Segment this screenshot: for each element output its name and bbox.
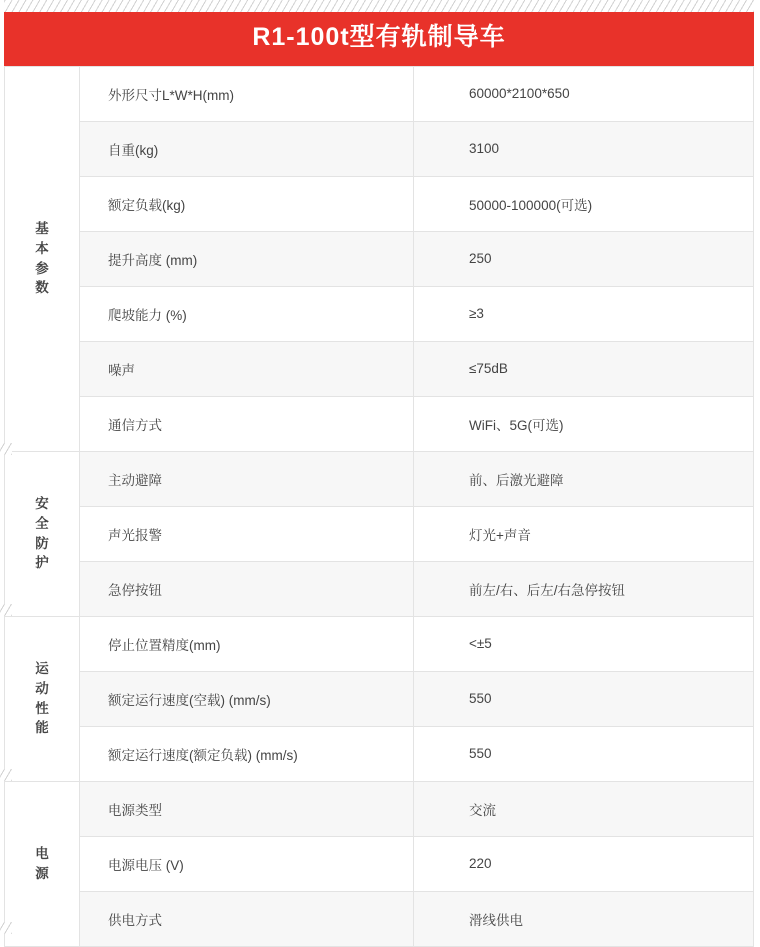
param-name: 停止位置精度(mm) (80, 616, 414, 671)
param-name: 通信方式 (80, 396, 414, 451)
param-value: 220 (414, 836, 754, 891)
table-row (5, 506, 754, 561)
param-name: 电源类型 (80, 781, 414, 836)
param-value: 前、后激光避障 (414, 451, 754, 506)
spec-table-body (5, 66, 754, 946)
param-value: 交流 (414, 781, 754, 836)
table-row (5, 671, 754, 726)
param-value: 250 (414, 231, 754, 286)
top-hatch-decoration (4, 0, 754, 12)
param-value: 滑线供电 (414, 891, 754, 946)
table-row (5, 781, 754, 836)
table-row (5, 66, 754, 121)
param-value: 3100 (414, 121, 754, 176)
param-name: 额定运行速度(额定负载) (mm/s) (80, 726, 414, 781)
param-value: 550 (414, 671, 754, 726)
group-divider-notch (0, 922, 12, 934)
group-label-text: 运动性能 (35, 661, 49, 736)
param-value: ≥3 (414, 286, 754, 341)
table-row (5, 396, 754, 451)
table-row (5, 341, 754, 396)
table-row (5, 176, 754, 231)
group-label-basic (5, 66, 80, 451)
group-label-text: 基本参数 (35, 221, 49, 296)
param-name: 供电方式 (80, 891, 414, 946)
table-row (5, 451, 754, 506)
param-value: 550 (414, 726, 754, 781)
group-divider-notch (0, 604, 12, 616)
param-name: 额定运行速度(空载) (mm/s) (80, 671, 414, 726)
param-name: 自重(kg) (80, 121, 414, 176)
group-divider-notch (0, 443, 12, 455)
param-name: 外形尺寸L*W*H(mm) (80, 66, 414, 121)
group-label-text: 电源 (35, 845, 49, 881)
param-value: 前左/右、后左/右急停按钮 (414, 561, 754, 616)
param-name: 主动避障 (80, 451, 414, 506)
table-row (5, 836, 754, 891)
param-value: 灯光+声音 (414, 506, 754, 561)
param-value: 50000-100000(可选) (414, 176, 754, 231)
table-row (5, 121, 754, 176)
param-value: <±5 (414, 616, 754, 671)
group-label-text: 安全防护 (35, 496, 49, 571)
table-row (5, 286, 754, 341)
group-label-safety (5, 451, 80, 616)
table-row (5, 231, 754, 286)
table-row (5, 561, 754, 616)
param-value: 60000*2100*650 (414, 66, 754, 121)
param-name: 急停按钮 (80, 561, 414, 616)
param-value: WiFi、5G(可选) (414, 396, 754, 451)
param-name: 电源电压 (V) (80, 836, 414, 891)
page-title: R1-100t型有轨制导车 (4, 12, 754, 66)
param-name: 爬坡能力 (%) (80, 286, 414, 341)
param-name: 噪声 (80, 341, 414, 396)
group-label-power (5, 781, 80, 946)
param-value: ≤75dB (414, 341, 754, 396)
param-name: 声光报警 (80, 506, 414, 561)
group-label-motion (5, 616, 80, 781)
table-row (5, 726, 754, 781)
specification-table (4, 66, 754, 947)
group-divider-notch (0, 769, 12, 781)
param-name: 额定负载(kg) (80, 176, 414, 231)
table-row (5, 616, 754, 671)
param-name: 提升高度 (mm) (80, 231, 414, 286)
